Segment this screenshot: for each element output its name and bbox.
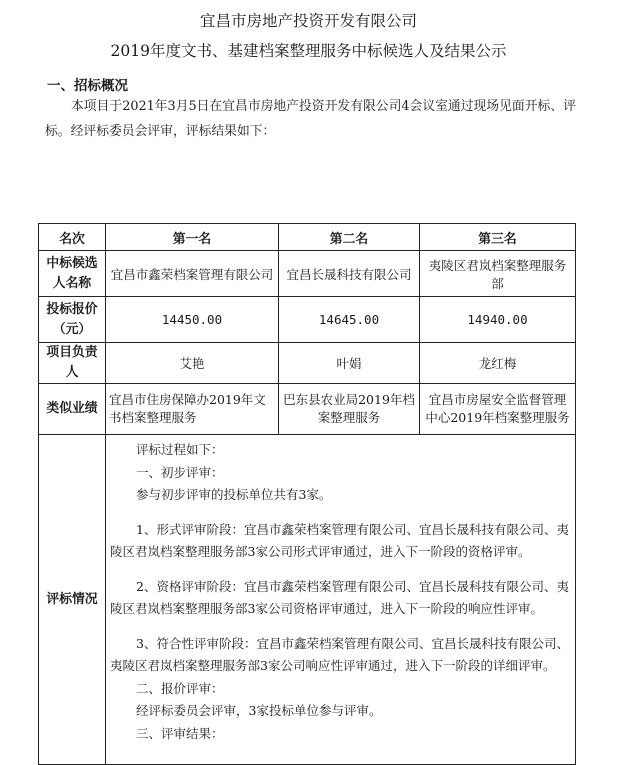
experience-first: 宜昌市住房保障办2019年文书档案整理服务 [106, 384, 279, 435]
row-label-candidate: 中标候选人名称 [39, 251, 106, 297]
eval-paragraph: 评标过程如下： [136, 442, 224, 457]
table-row [39, 297, 576, 343]
eval-paragraph: 经评标委员会评审，3家投标单位参与评审。 [136, 703, 382, 718]
evaluation-details [106, 435, 576, 765]
section-heading: 一、招标概况 [47, 78, 128, 94]
result-table [38, 223, 576, 765]
eval-paragraph: 参与初步评审的投标单位共有3家。 [136, 487, 332, 502]
row-label-price: 投标报价（元） [39, 297, 106, 343]
row-label-evaluation: 评标情况 [39, 435, 106, 765]
eval-paragraph: 2、资格评审阶段：宜昌市鑫荣档案管理有限公司、宜昌长晟科技有限公司、夷陵区君岚档案整理服务部3家公司资格评审通过，进入下一阶段的响应性评审。 [110, 578, 569, 616]
document-subtitle: 2019年度文书、基建档案整理服务中标候选人及结果公示 [110, 42, 507, 60]
candidate-second: 宜昌长晟科技有限公司 [279, 251, 420, 297]
manager-second: 叶娟 [279, 343, 420, 384]
manager-third: 龙红梅 [420, 343, 576, 384]
document-title: 宜昌市房地产投资开发有限公司 [199, 12, 417, 30]
eval-paragraph: 1、形式评审阶段：宜昌市鑫荣档案管理有限公司、宜昌长晟科技有限公司、夷陵区君岚档案整理服务部3家公司形式评审通过，进入下一阶段的资格评审。 [110, 521, 569, 559]
row-label-manager: 项目负责人 [39, 343, 106, 384]
table-row [39, 435, 576, 765]
eval-paragraph: 3、符合性评审阶段：宜昌市鑫荣档案管理有限公司、宜昌长晟科技有限公司、夷陵区君岚档案整理服务部3家公司响应性评审通过，进入下一阶段的详细评审。 [110, 635, 569, 673]
table-row [39, 384, 576, 435]
header-rank: 名次 [39, 224, 106, 251]
table-header-row [39, 224, 576, 251]
row-label-experience: 类似业绩 [39, 384, 106, 435]
table-row [39, 343, 576, 384]
eval-paragraph: 三、评审结果： [136, 725, 224, 741]
candidate-first: 宜昌市鑫荣档案管理有限公司 [106, 251, 279, 297]
price-first: 14450.00 [106, 297, 279, 343]
eval-paragraph: 二、报价评审： [136, 680, 224, 696]
experience-second: 巴东县农业局2019年档案整理服务 [279, 384, 420, 435]
price-second: 14645.00 [279, 297, 420, 343]
eval-paragraph: 一、初步评审： [136, 464, 224, 480]
header-first: 第一名 [106, 224, 279, 251]
manager-first: 艾艳 [106, 343, 279, 384]
header-second: 第二名 [279, 224, 420, 251]
experience-third: 宜昌市房屋安全监督管理中心2019年档案整理服务 [420, 384, 576, 435]
intro-paragraph: 本项目于2021年3月5日在宜昌市房地产投资开发有限公司4会议室通过现场见面开标、评标。经评标委员会评审，评标结果如下： [45, 99, 576, 139]
price-third: 14940.00 [420, 297, 576, 343]
table-row [39, 251, 576, 297]
candidate-third: 夷陵区君岚档案整理服务部 [420, 251, 576, 297]
header-third: 第三名 [420, 224, 576, 251]
